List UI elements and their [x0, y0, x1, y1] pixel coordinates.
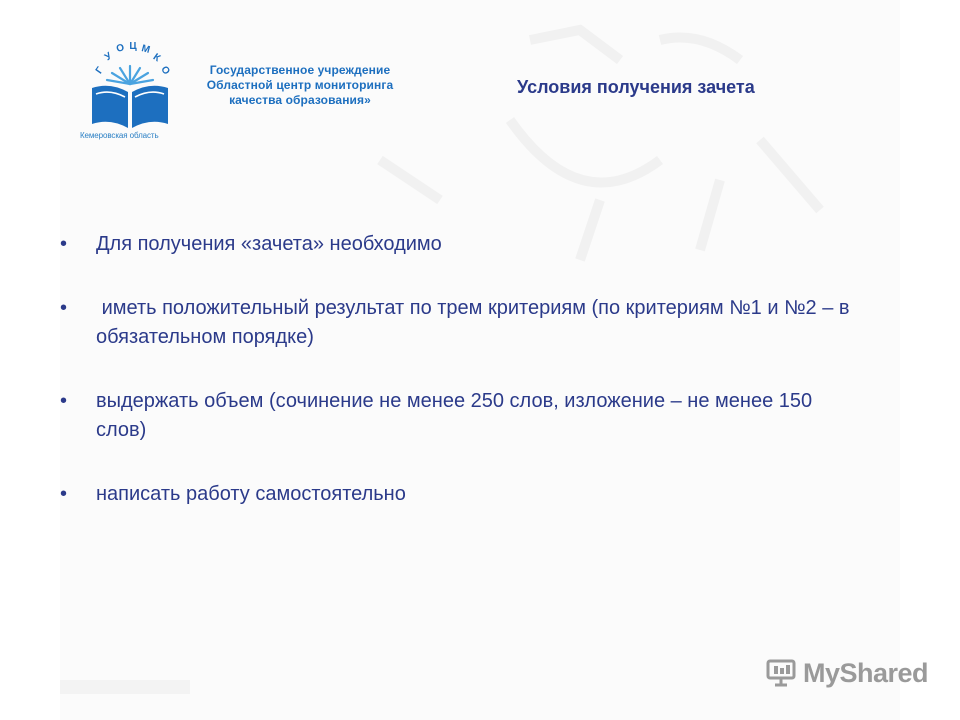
myshared-brand-text: MyShared: [803, 657, 929, 688]
organization-name-line: Областной центр мониторинга: [206, 78, 394, 92]
bullet-item: [60, 294, 860, 352]
bullet-item: [60, 387, 860, 445]
bullet-item: [60, 480, 860, 509]
bullet-list: [60, 230, 860, 509]
organization-name: [190, 63, 410, 108]
bullet-text: выдержать объем (сочинение не менее 250 слов, изложение – не менее 150 слов): [96, 390, 813, 441]
bullet-marker: •: [60, 297, 68, 319]
logo-region-caption: Кемеровская область: [80, 131, 159, 140]
bullet-item: [60, 230, 860, 259]
bullet-text: иметь положительный результат по трем критериям (по критериям №1 и №2 – в обязательном порядке): [96, 297, 856, 348]
bullet-marker: •: [60, 483, 68, 505]
presentation-screen-icon: [765, 657, 797, 689]
logo-letter: К: [150, 51, 163, 65]
logo-letter: М: [140, 43, 152, 56]
bullet-marker: •: [60, 390, 68, 412]
logo-letter: О: [158, 64, 172, 77]
logo-letter: Г: [93, 65, 107, 77]
slide-title: Условия получения зачета: [517, 77, 755, 97]
logo-letter: О: [115, 42, 126, 55]
myshared-watermark[interactable]: [765, 655, 928, 691]
logo-letter: Ц: [129, 41, 137, 52]
organization-logo: [80, 40, 180, 145]
bullet-text: написать работу самостоятельно: [96, 483, 406, 505]
organization-name-line: качества образования»: [229, 93, 371, 107]
logo-letter: У: [102, 50, 115, 64]
organization-name-line: Государственное учреждение: [209, 63, 391, 77]
bullet-text: Для получения «зачета» необходимо: [96, 233, 442, 255]
bullet-marker: •: [60, 233, 68, 255]
